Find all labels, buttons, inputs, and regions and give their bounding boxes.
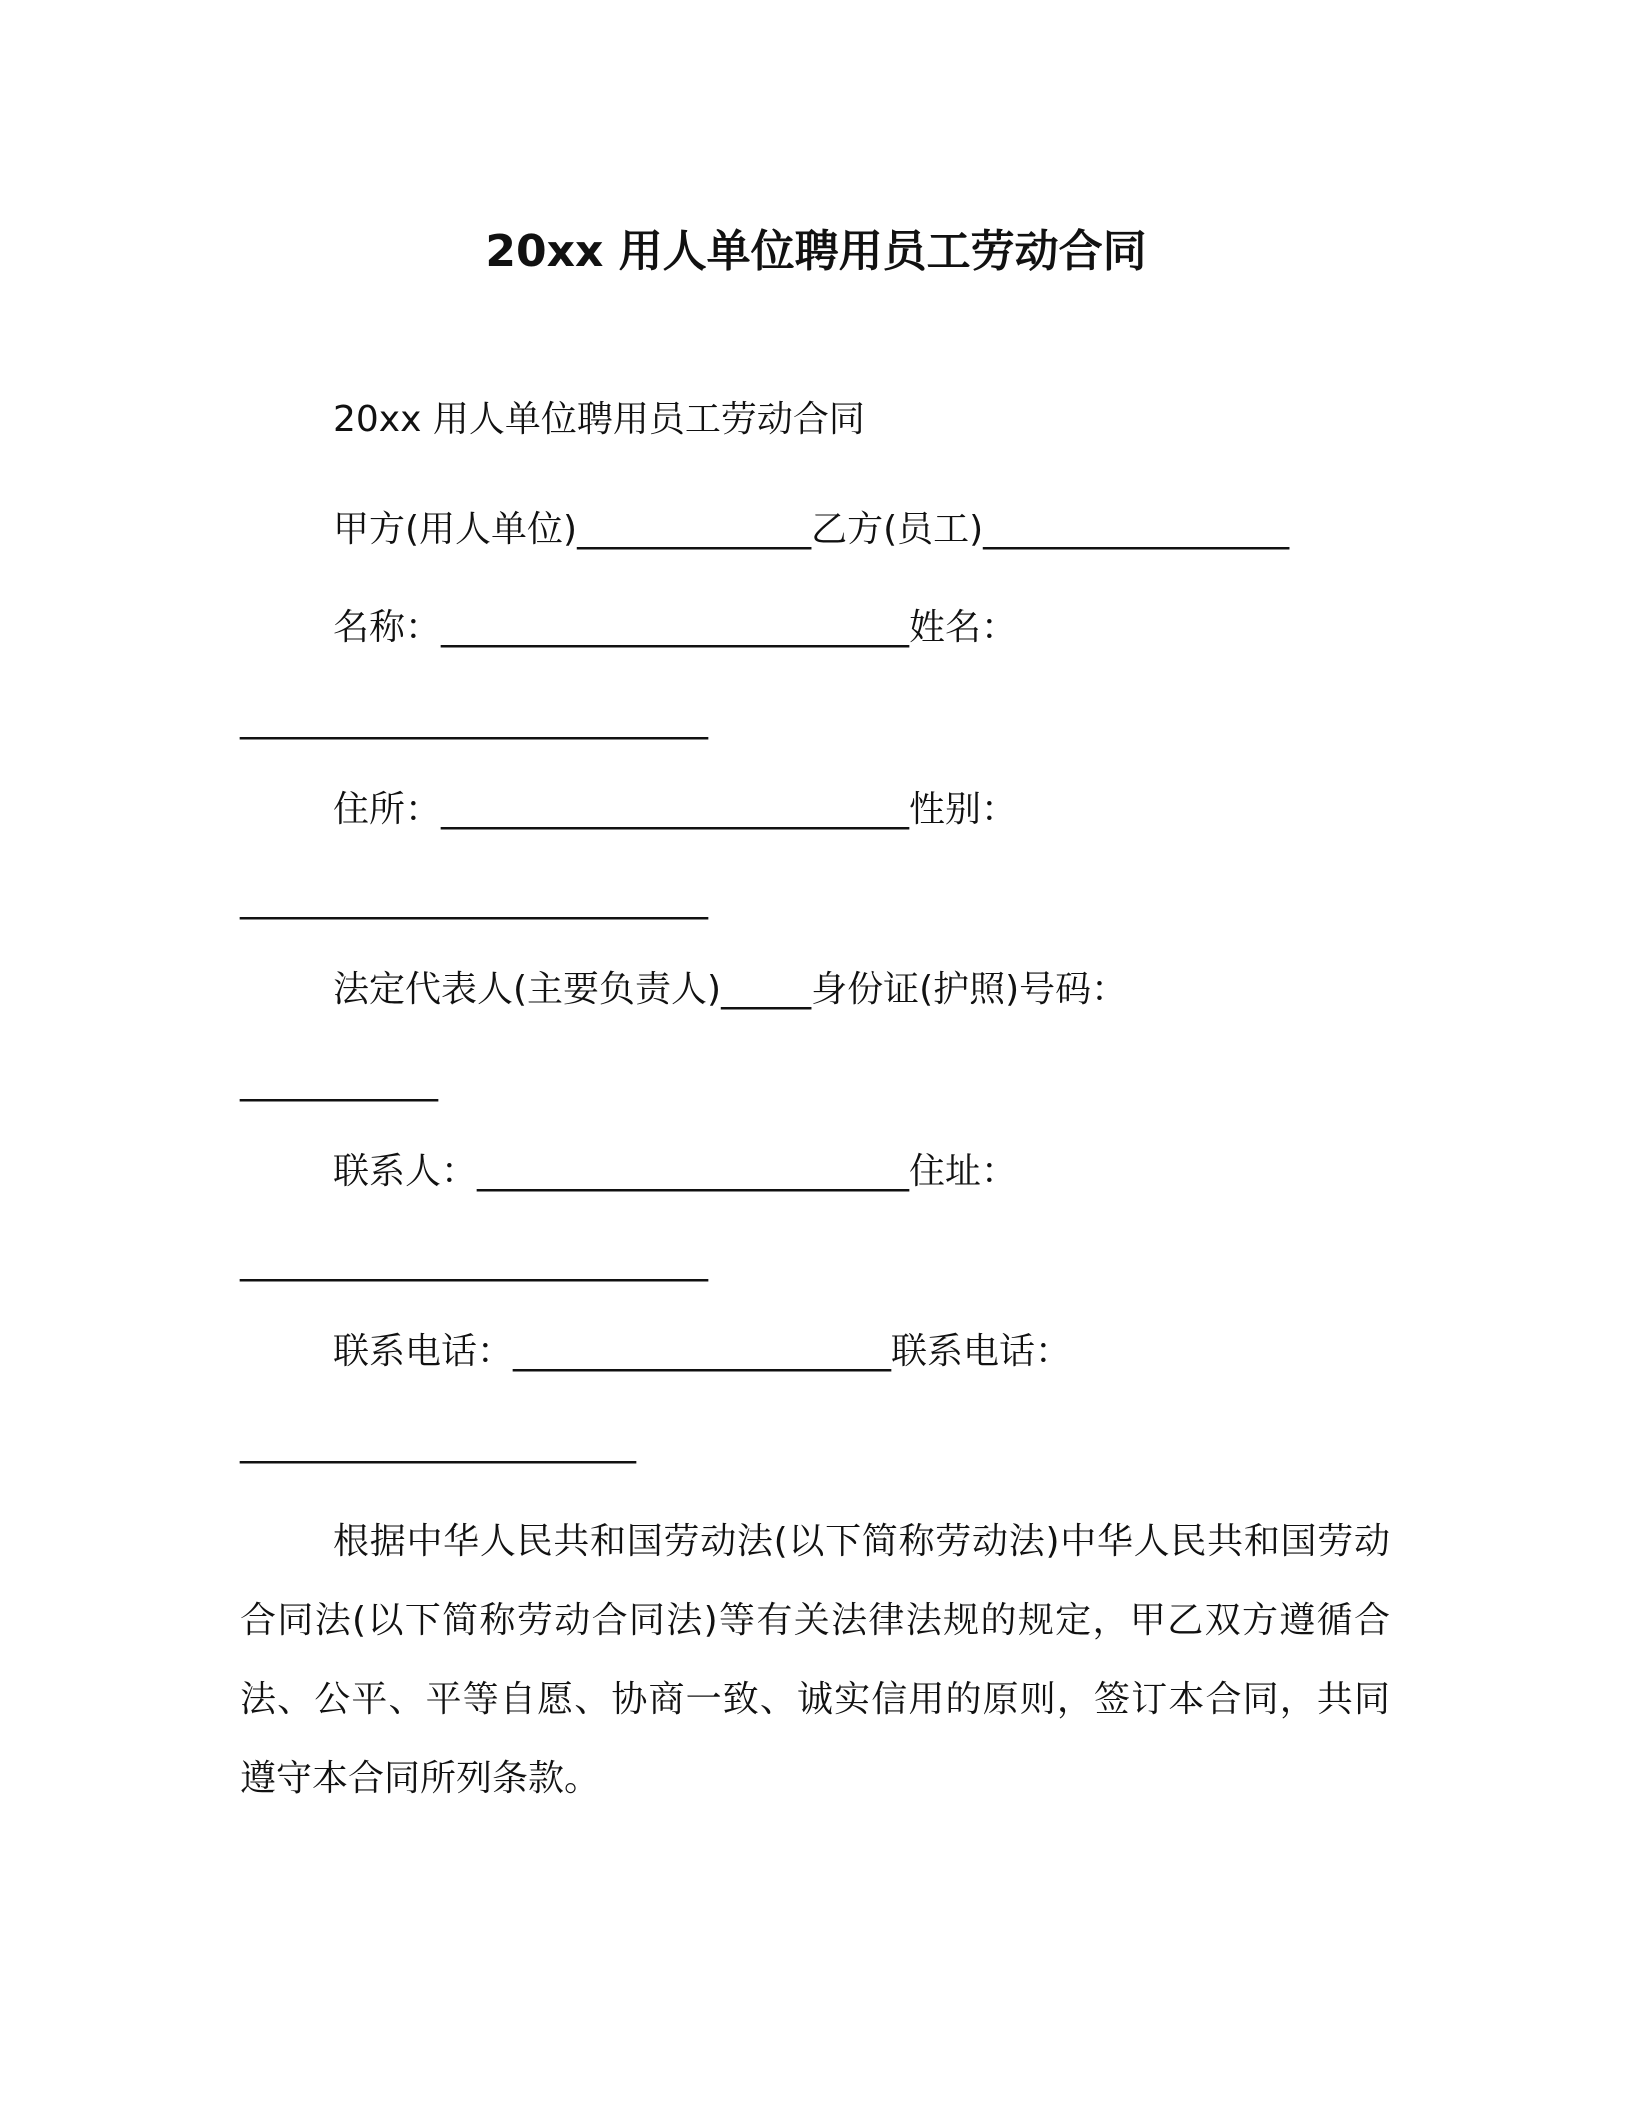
name-line: 名称：__________________________姓名： (333, 607, 1018, 648)
contact-line: 联系人：________________________住址： (333, 1151, 1018, 1192)
address-line: 住所：__________________________性别： (333, 789, 1018, 830)
contact-blank: __________________________ (240, 1241, 708, 1282)
legal-rep-line: 法定代表人(主要负责人)_____身份证(护照)号码： (333, 969, 1128, 1010)
party-line: 甲方(用人单位)_____________乙方(员工)_________________ (333, 509, 1290, 550)
phone-blank: ______________________ (240, 1423, 636, 1464)
document-subtitle: 20xx 用人单位聘用员工劳动合同 (333, 399, 865, 440)
address-blank: __________________________ (240, 879, 708, 920)
name-blank: __________________________ (240, 699, 708, 740)
document-title: 20xx 用人单位聘用员工劳动合同 (485, 226, 1147, 277)
phone-line: 联系电话：_____________________联系电话： (333, 1331, 1072, 1372)
preamble-paragraph: 根据中华人民共和国劳动法(以下简称劳动法)中华人民共和国劳动合同法(以下简称劳动合同法)等有关法律法规的规定，甲乙双方遵循合法、公平、平等自愿、协商一致、诚实信用的原则，签订本合同，共同遵守本合同所列条款。 (240, 1521, 1390, 1799)
legal-rep-blank: ___________ (240, 1061, 438, 1102)
